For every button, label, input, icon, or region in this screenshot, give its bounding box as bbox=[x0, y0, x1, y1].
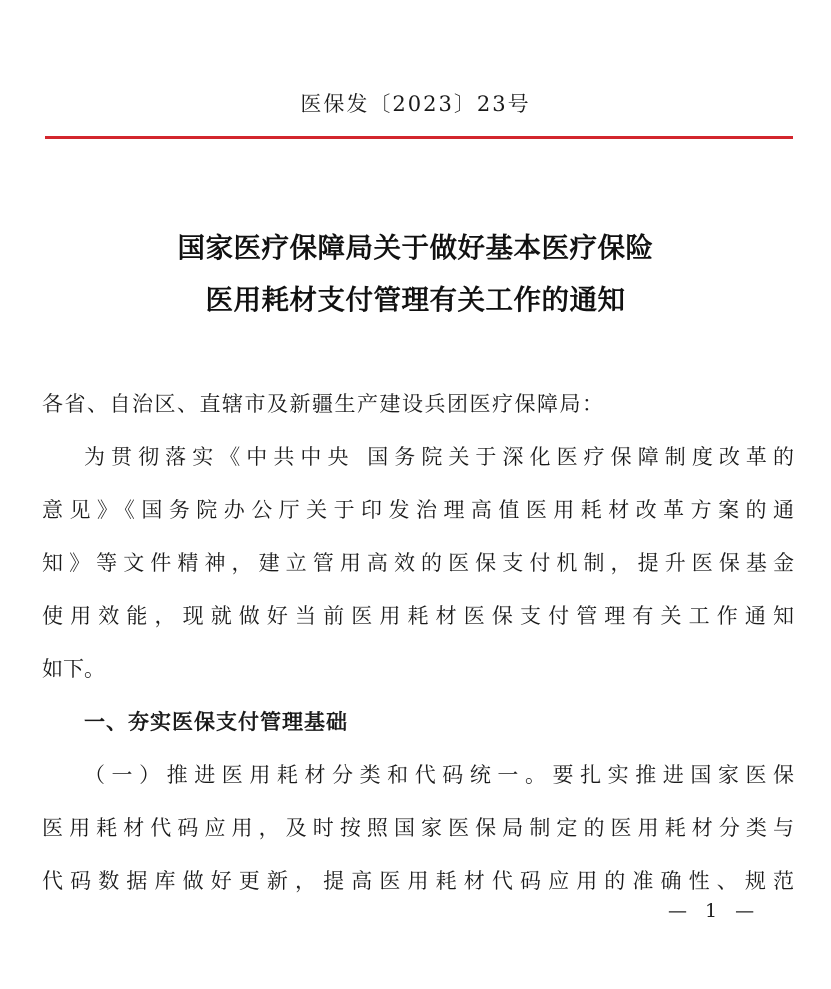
section-line: 医用耗材代码应用，及时按照国家医保局制定的医用耗材分类与 bbox=[42, 816, 794, 840]
document-number: 医保发〔2023〕23号 bbox=[300, 92, 531, 116]
section-heading: 一、夯实医保支付管理基础 bbox=[84, 710, 348, 734]
intro-line: 意见》《国务院办公厅关于印发治理高值医用耗材改革方案的通 bbox=[42, 498, 794, 522]
section-line: （一）推进医用耗材分类和代码统一。要扎实推进国家医保 bbox=[84, 763, 794, 787]
intro-line: 如下。 bbox=[42, 657, 105, 681]
document-title bbox=[0, 222, 831, 326]
document-body bbox=[42, 378, 794, 908]
intro-line: 使用效能，现就做好当前医用耗材医保支付管理有关工作通知 bbox=[42, 604, 794, 628]
intro-line: 知》等文件精神，建立管用高效的医保支付机制，提升医保基金 bbox=[42, 551, 794, 575]
title-line-2: 医用耗材支付管理有关工作的通知 bbox=[205, 284, 626, 316]
intro-line: 为贯彻落实《中共中央 国务院关于深化医疗保障制度改革的 bbox=[84, 445, 794, 469]
salutation: 各省、自治区、直辖市及新疆生产建设兵团医疗保障局： bbox=[42, 392, 605, 416]
red-header-rule bbox=[45, 136, 793, 139]
title-line-1: 国家医疗保障局关于做好基本医疗保险 bbox=[177, 232, 654, 264]
section-line: 代码数据库做好更新，提高医用耗材代码应用的准确性、规范 bbox=[42, 869, 794, 893]
page-number: — 1 — bbox=[668, 900, 761, 922]
